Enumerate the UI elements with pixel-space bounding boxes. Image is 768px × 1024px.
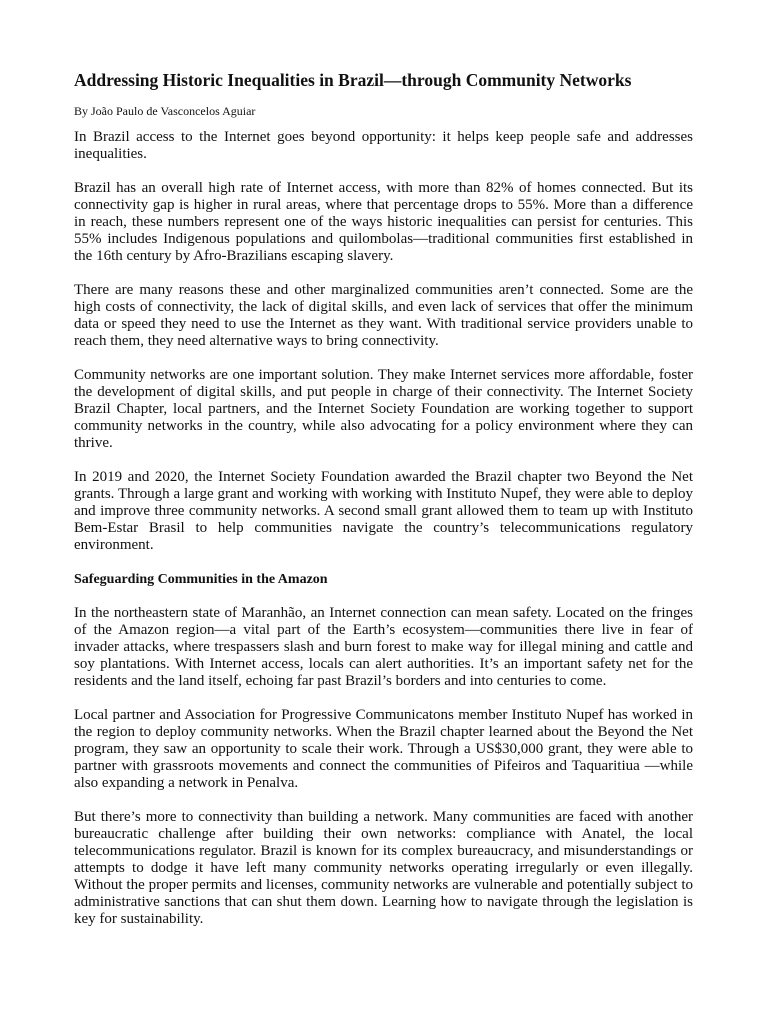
document-page [74, 69, 693, 945]
paragraph: In Brazil access to the Internet goes beyond opportunity: it helps keep people safe and addresses inequalities. [74, 129, 693, 162]
paragraph: Community networks are one important solution. They make Internet services more affordable, foster the development of digital skills, and put people in charge of their connectivity. The Internet Society Brazil Chapter, local partners, and the Internet Society Foundation are working together to support community networks in the country, while also advocating for a policy environment where they can thrive. [74, 367, 693, 451]
article-title: Addressing Historic Inequalities in Brazil—through Community Networks [74, 70, 632, 90]
paragraph: But there’s more to connectivity than building a network. Many communities are faced with another bureaucratic challenge after building their own networks: compliance with Anatel, the local telecommunications regulator. Brazil is known for its complex bureaucracy, and misunderstandings or attempts to dodge it have left many community networks operating irregularly or even illegally. Without the proper permits and licenses, community networks are vulnerable and potentially subject to administrative sanctions that can shut them down. Learning how to navigate through the legislation is key for sustainability. [74, 809, 693, 927]
paragraph: Local partner and Association for Progressive Communicatons member Instituto Nupef has worked in the region to deploy community networks. When the Brazil chapter learned about the Beyond the Net program, they saw an opportunity to scale their work. Through a US$30,000 grant, they were able to partner with grassroots movements and connect the communities of Pifeiros and Taquaritiua —while also expanding a network in Penalva. [74, 707, 693, 791]
section-heading: Safeguarding Communities in the Amazon [74, 572, 328, 587]
paragraph: Brazil has an overall high rate of Internet access, with more than 82% of homes connected. But its connectivity gap is higher in rural areas, where that percentage drops to 55%. More than a difference in reach, these numbers represent one of the ways historic inequalities can persist for centuries. This 55% includes Indigenous populations and quilombolas—traditional communities first established in the 16th century by Afro-Brazilians escaping slavery. [74, 180, 693, 264]
paragraph: In the northeastern state of Maranhão, an Internet connection can mean safety. Located on the fringes of the Amazon region—a vital part of the Earth’s ecosystem—communities there live in fear of invader attacks, where trespassers slash and burn forest to make way for illegal mining and cattle and soy plantations. With Internet access, locals can alert authorities. It’s an important safety net for the residents and the land itself, echoing far past Brazil’s borders and into centuries to come. [74, 605, 693, 689]
paragraph: In 2019 and 2020, the Internet Society Foundation awarded the Brazil chapter two Beyond the Net grants. Through a large grant and working with working with Instituto Nupef, they were able to deploy and improve three community networks. A second small grant allowed them to team up with Instituto Bem-Estar Brasil to help communities navigate the country’s telecommunications regulatory environment. [74, 469, 693, 553]
paragraph: There are many reasons these and other marginalized communities aren’t connected. Some are the high costs of connectivity, the lack of digital skills, and even lack of services that offer the minimum data or speed they need to use the Internet as they want. With traditional service providers unable to reach them, they need alternative ways to bring connectivity. [74, 282, 693, 349]
byline: By João Paulo de Vasconcelos Aguiar [74, 104, 256, 118]
